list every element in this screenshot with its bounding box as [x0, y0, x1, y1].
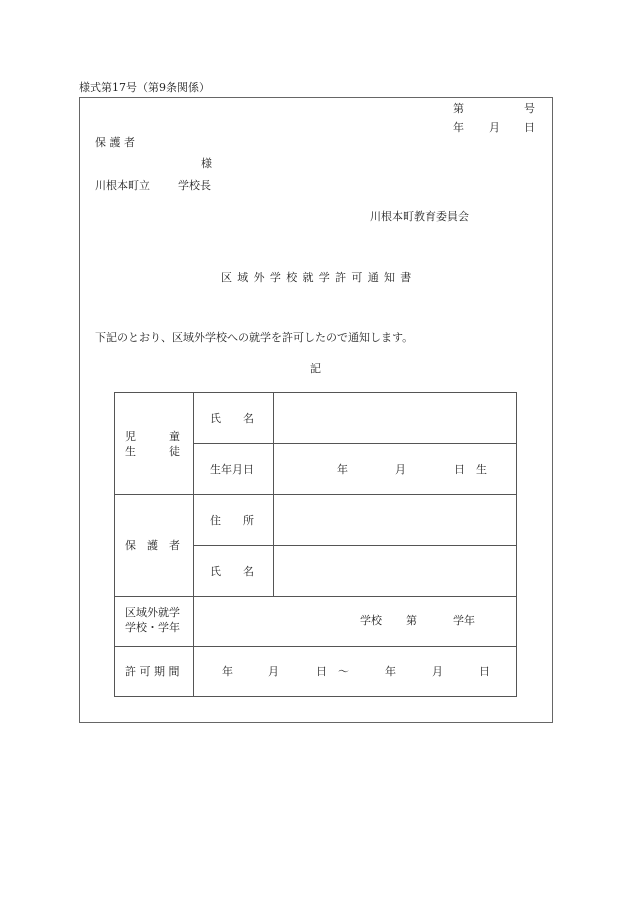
birth-year: 年	[337, 463, 348, 476]
number-prefix: 第	[453, 102, 464, 115]
school-suffix: 学校	[360, 614, 382, 627]
grade-suffix: 学年	[453, 614, 475, 627]
guardian-name-field[interactable]	[274, 546, 516, 596]
date-year: 年	[453, 121, 464, 134]
number-suffix: 号	[524, 102, 535, 115]
from-day: 日	[316, 665, 327, 678]
document-title: 区域外学校就学許可通知書	[221, 271, 417, 284]
to-day: 日	[479, 665, 490, 678]
to-month: 月	[432, 665, 443, 678]
divider	[193, 443, 517, 444]
birth-day: 日 生	[454, 463, 487, 476]
date-month: 月	[489, 121, 500, 134]
to-year: 年	[385, 665, 396, 678]
student-label-1: 児 童	[125, 430, 180, 443]
divider	[114, 646, 517, 647]
guardian-name-label: 氏 名	[210, 565, 254, 578]
addressee-honorific: 様	[201, 157, 212, 170]
from-year: 年	[222, 665, 233, 678]
principal: 学校長	[178, 179, 211, 192]
birthdate-label: 生年月日	[210, 463, 254, 476]
issuer: 川根本町教育委員会	[370, 210, 469, 223]
body-text: 下記のとおり、区域外学校への就学を許可したので通知します。	[95, 331, 414, 344]
form-label: 様式第17号（第9条関係）	[79, 81, 210, 94]
student-name-field[interactable]	[274, 393, 516, 443]
address-field[interactable]	[274, 495, 516, 545]
school-label-1: 区域外就学	[125, 606, 180, 619]
period-label: 許 可 期 間	[125, 665, 180, 678]
tilde: ～	[338, 665, 349, 678]
address-label: 住 所	[210, 514, 254, 527]
grade-prefix: 第	[406, 614, 417, 627]
student-label-2: 生 徒	[125, 445, 180, 458]
addressee-guardian: 保 護 者	[95, 136, 135, 149]
date-day: 日	[524, 121, 535, 134]
school-prefix: 川根本町立	[95, 179, 150, 192]
student-name-label: 氏 名	[210, 412, 254, 425]
divider	[114, 596, 517, 597]
school-label-2: 学校・学年	[125, 621, 180, 634]
ki-label: 記	[310, 362, 321, 375]
guardian-label: 保 護 者	[125, 539, 180, 552]
birth-month: 月	[395, 463, 406, 476]
from-month: 月	[268, 665, 279, 678]
